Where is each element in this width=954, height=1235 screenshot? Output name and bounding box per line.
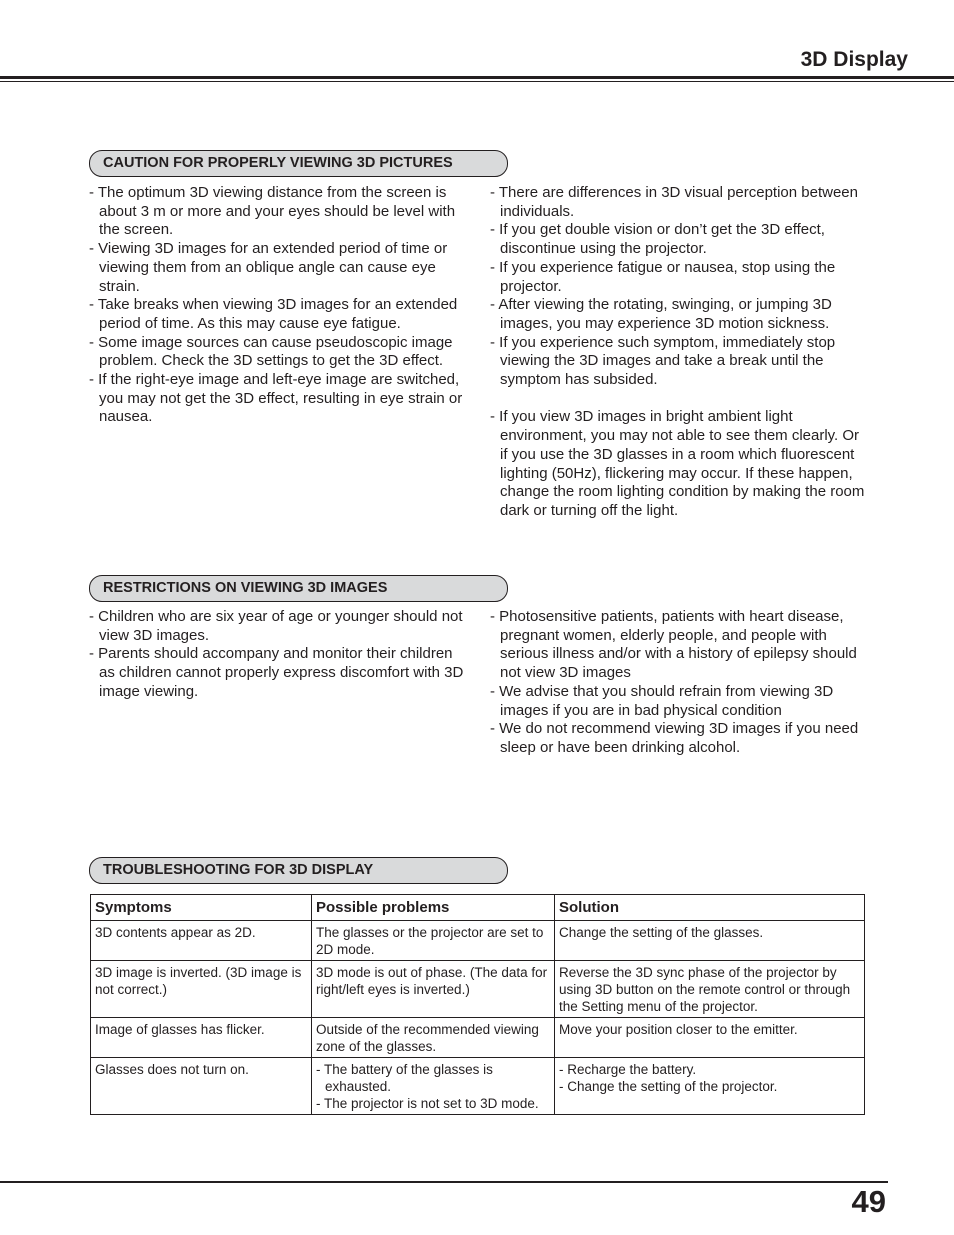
solution-cell: Move your position closer to the emitter. xyxy=(555,1018,865,1058)
problem-cell xyxy=(312,1058,555,1115)
restrictions-left-list xyxy=(89,608,467,702)
list-item: - If you get double vision or don’t get the 3D effect, discontinue using the projector. xyxy=(490,221,825,258)
header-rule xyxy=(0,76,954,79)
list-item: - If you experience fatigue or nausea, stop using the projector. xyxy=(490,258,836,295)
table-row xyxy=(91,1018,865,1058)
table-row xyxy=(91,1058,865,1115)
symptom-cell: 3D contents appear as 2D. xyxy=(91,921,312,961)
table-header-row xyxy=(91,895,865,921)
problem-cell: The glasses or the projector are set to 2D mode. xyxy=(312,921,555,961)
problem-line: - The projector is not set to 3D mode. xyxy=(316,1096,539,1111)
footer-rule xyxy=(0,1181,888,1183)
solution-line: - Recharge the battery. xyxy=(559,1062,697,1077)
list-item: - Some image sources can cause pseudoscopic image problem. Check the 3D settings to get the 3D effect. xyxy=(89,333,453,370)
list-item: - There are differences in 3D visual perception between individuals. xyxy=(490,184,858,220)
list-item: - Parents should accompany and monitor their children as children cannot properly express discomfort with 3D image viewing. xyxy=(89,645,464,700)
problem-cell: Outside of the recommended viewing zone of the glasses. xyxy=(312,1018,555,1058)
list-item: - Viewing 3D images for an extended period of time or viewing them from an oblique angle can cause eye strain. xyxy=(89,240,448,295)
caution-right-list xyxy=(490,184,866,521)
restrictions-right-list xyxy=(490,608,866,758)
solution-cell: Change the setting of the glasses. xyxy=(555,921,865,961)
list-item: - After viewing the rotating, swinging, or jumping 3D images, you may experience 3D motion sickness. xyxy=(490,296,832,332)
troubleshooting-table xyxy=(90,894,865,1115)
list-item: - The optimum 3D viewing distance from the screen is about 3 m or more and your eyes should be level with the screen. xyxy=(89,184,456,239)
header-rule-thin xyxy=(0,81,954,82)
solution-line: - Change the setting of the projector. xyxy=(559,1079,778,1094)
table-row xyxy=(91,961,865,1018)
solution-cell xyxy=(555,1058,865,1115)
list-item: - Children who are six year of age or younger should not view 3D images. xyxy=(89,608,463,644)
list-item: - Take breaks when viewing 3D images for an extended period of time. As this may cause eye fatigue. xyxy=(89,296,458,332)
caution-heading: CAUTION FOR PROPERLY VIEWING 3D PICTURES xyxy=(89,150,508,177)
column-header-symptoms: Symptoms xyxy=(91,895,312,921)
symptom-cell: Image of glasses has flicker. xyxy=(91,1018,312,1058)
list-item: - If you view 3D images in bright ambient light environment, you may not able to see them clearly. Or if you use the 3D glasses in a room which fluorescent lighting (50Hz), flickering may occur. If these happen, change the room lighting condition by making the room dark or turning off the light. xyxy=(490,408,865,519)
list-item: - We advise that you should refrain from viewing 3D images if you are in bad physical condition xyxy=(490,682,834,719)
troubleshooting-heading: TROUBLESHOOTING FOR 3D DISPLAY xyxy=(89,857,508,884)
table-row xyxy=(91,921,865,961)
column-header-possible-problems: Possible problems xyxy=(312,895,555,921)
restrictions-heading: RESTRICTIONS ON VIEWING 3D IMAGES xyxy=(89,575,508,602)
list-item: - If the right-eye image and left-eye image are switched, you may not get the 3D effect, resulting in eye strain or nausea. xyxy=(89,371,463,426)
symptom-cell: 3D image is inverted. (3D image is not correct.) xyxy=(91,961,312,1018)
list-item: - We do not recommend viewing 3D images if you need sleep or have been drinking alcohol. xyxy=(490,720,859,756)
problem-cell: 3D mode is out of phase. (The data for right/left eyes is inverted.) xyxy=(312,961,555,1018)
list-item: - If you experience such symptom, immediately stop viewing the 3D images and take a break until the symptom has subsided. xyxy=(490,333,836,389)
page-section-title: 3D Display xyxy=(800,48,908,71)
page-number: 49 xyxy=(851,1184,886,1219)
symptom-cell: Glasses does not turn on. xyxy=(91,1058,312,1115)
problem-line: - The battery of the glasses is exhausted. xyxy=(316,1062,493,1094)
caution-left-list xyxy=(89,184,467,427)
column-header-solution: Solution xyxy=(555,895,865,921)
list-item: - Photosensitive patients, patients with heart disease, pregnant women, elderly people, and people with serious illness and/or with a history of epilepsy should not view 3D images xyxy=(490,608,857,682)
solution-cell: Reverse the 3D sync phase of the projector by using 3D button on the remote control or through the Setting menu of the projector. xyxy=(555,961,865,1018)
